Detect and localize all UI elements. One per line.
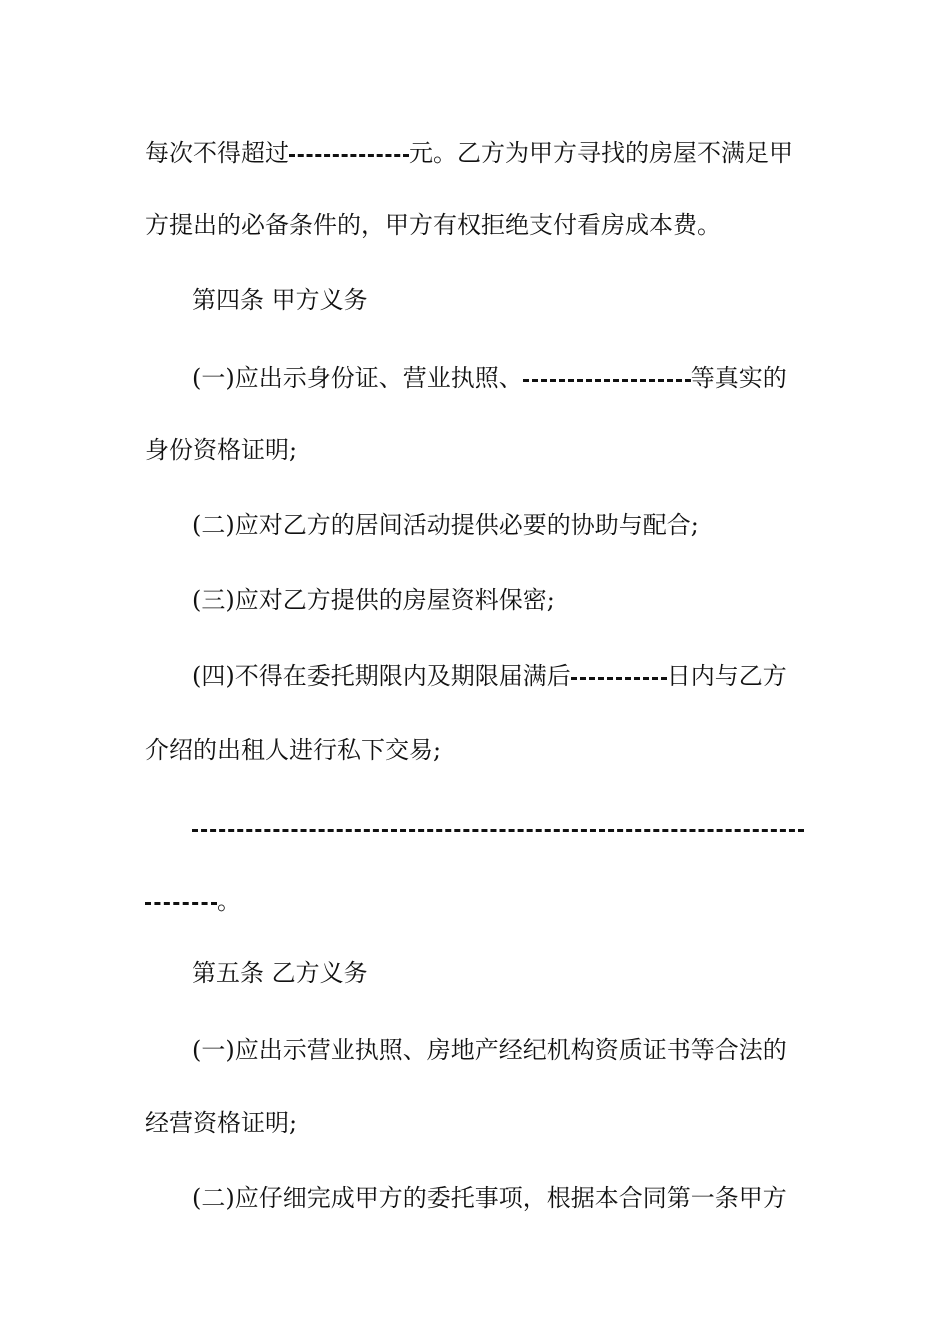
text-segment: (二)应对乙方的居间活动提供必要的协助与配合; xyxy=(192,511,699,539)
fill-in-line xyxy=(192,812,805,843)
text-segment: 等真实的 xyxy=(690,364,787,392)
fill-in-blank[interactable] xyxy=(289,137,409,161)
heading-text: 第四条 甲方义务 xyxy=(192,286,368,314)
text-line xyxy=(192,362,805,393)
text-segment: 日内与乙方 xyxy=(666,662,787,690)
text-segment: 元。乙方为甲方寻找的房屋不满足甲 xyxy=(409,139,793,167)
text-line xyxy=(145,210,805,240)
text-line xyxy=(192,1035,805,1065)
text-segment: 经营资格证明; xyxy=(145,1109,298,1137)
text-segment: (二)应仔细完成甲方的委托事项，根据本合同第一条甲方 xyxy=(192,1184,787,1212)
text-line xyxy=(145,1108,805,1138)
heading-text: 第五条 乙方义务 xyxy=(192,959,368,987)
fill-in-blank[interactable] xyxy=(145,885,217,909)
text-segment: (一)应出示营业执照、房地产经纪机构资质证书等合法的 xyxy=(192,1036,787,1064)
text-line xyxy=(145,735,805,765)
text-segment: 方提出的必备条件的，甲方有权拒绝支付看房成本费。 xyxy=(145,211,721,239)
fill-in-blank[interactable] xyxy=(192,812,804,836)
text-line xyxy=(145,435,805,465)
section-heading xyxy=(192,285,805,315)
text-line xyxy=(192,585,805,615)
text-line xyxy=(145,885,805,916)
text-segment: 身份资格证明; xyxy=(145,436,298,464)
fill-in-blank[interactable] xyxy=(571,660,667,684)
text-segment: 每次不得超过 xyxy=(145,139,289,167)
text-segment: (三)应对乙方提供的房屋资料保密; xyxy=(192,586,555,614)
section-heading xyxy=(192,958,805,988)
text-segment: 介绍的出租人进行私下交易; xyxy=(145,736,442,764)
text-line xyxy=(145,137,805,168)
fill-in-blank[interactable] xyxy=(523,362,691,386)
text-line xyxy=(192,660,805,691)
text-segment: (四)不得在委托期限内及期限届满后 xyxy=(192,662,571,690)
text-line xyxy=(192,510,805,540)
text-line xyxy=(192,1183,805,1213)
text-segment: 。 xyxy=(217,887,241,915)
text-segment: (一)应出示身份证、营业执照、 xyxy=(192,364,523,392)
